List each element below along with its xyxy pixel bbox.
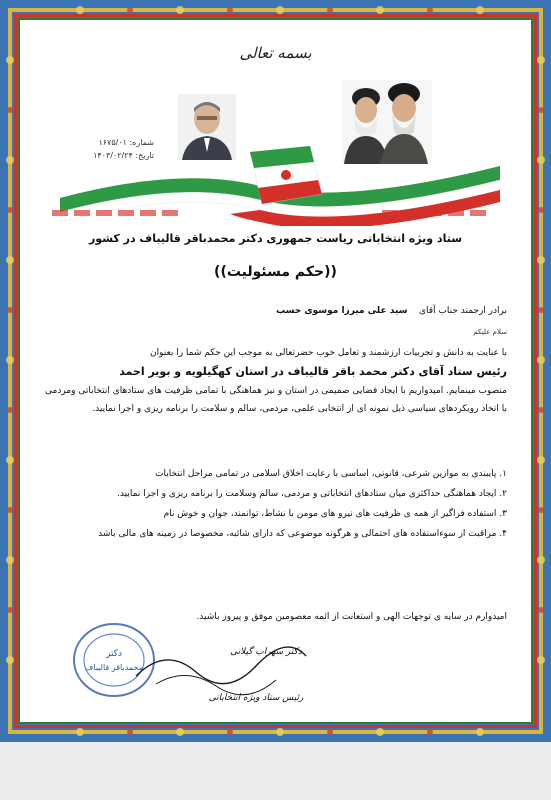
decorative-stripe xyxy=(52,208,499,218)
decree-title: ((حکم مسئولیت)) xyxy=(214,264,337,280)
body-appointment: رئیس ستاد آقای دکتر محمد باقر قالیباف در استان کهگیلویه و بویر احمد xyxy=(119,365,507,378)
directive-item: ۲. ایجاد هماهنگی حداکثری میان ستادهای انتخاباتی و مردمی، سالم وسلامت را برنامه ریزی و اجرا نمایید. xyxy=(117,489,507,499)
directives-list xyxy=(45,464,507,544)
stamp-line-2: محمدباقر قالیباف xyxy=(85,663,143,672)
directive-item: ۴. مراقبت از سوءاستفاده های احتمالی و هرگونه موضوعی که دارای شائبه، مخصوصا در زمینه های مالی باشد xyxy=(98,529,507,539)
signer-title: رئیس ستاد ویژه انتخاباتی xyxy=(208,693,304,703)
body-line-3: منصوب مینمایم. امیدواریم با ایجاد فضایی صمیمی در استان و نیز هماهنگی با تمامی ظرفیت های ستادهای انتخاباتی ومردمی با اتخاذ رویکردهای سیاسی ذیل نمونه ای از انتخابی علمی، مردمی، سالم و سلامت را برنامه ریزی و اجرا نمایید. xyxy=(45,386,507,414)
addressee-prefix: برادر ارجمند جناب آقای xyxy=(418,306,507,316)
stamp-line-1: دکتر xyxy=(106,649,122,659)
body-line-1: با عنایت به دانش و تجربیات ارزشمند و تعامل خوب حضرتعالی به موجب این حکم شما را بعنوان xyxy=(150,348,507,358)
basmala-header: بسمه تعالی xyxy=(239,44,312,62)
signer-name: دکتر سهراب گیلانی xyxy=(230,647,302,657)
directive-item: ۱. پایبندی به موازین شرعی، قانونی، اساسی با رعایت اخلاق اسلامی در تمامی مراحل انتخابات xyxy=(155,469,507,479)
headquarters-title: ستاد ویژه انتخاباتی ریاست جمهوری دکتر محمدباقر قالیباف در کشور xyxy=(88,232,463,245)
signature-block xyxy=(126,636,316,706)
addressee-name: سید علی میرزا موسوی حسب xyxy=(276,306,408,316)
certificate-content xyxy=(36,36,515,706)
document-number: شماره: ۱۶۷۵/۰۱ xyxy=(98,138,154,147)
closing-line: امیدوارم در سایه ی توجهات الهی و استعانت از ائمه معصومین موفق و پیروز باشید. xyxy=(196,612,507,622)
directive-item: ۳. استفاده فراگیر از همه ی ظرفیت های نیرو های مومن با نشاط، توانمند، جوان و خوش نام xyxy=(163,509,507,519)
greeting: سلام علیکم xyxy=(473,328,507,336)
decree-body xyxy=(45,344,507,418)
document-date: تاریخ: ۱۴۰۳/۰۲/۲۴ xyxy=(93,151,154,160)
addressee-line xyxy=(276,306,507,316)
